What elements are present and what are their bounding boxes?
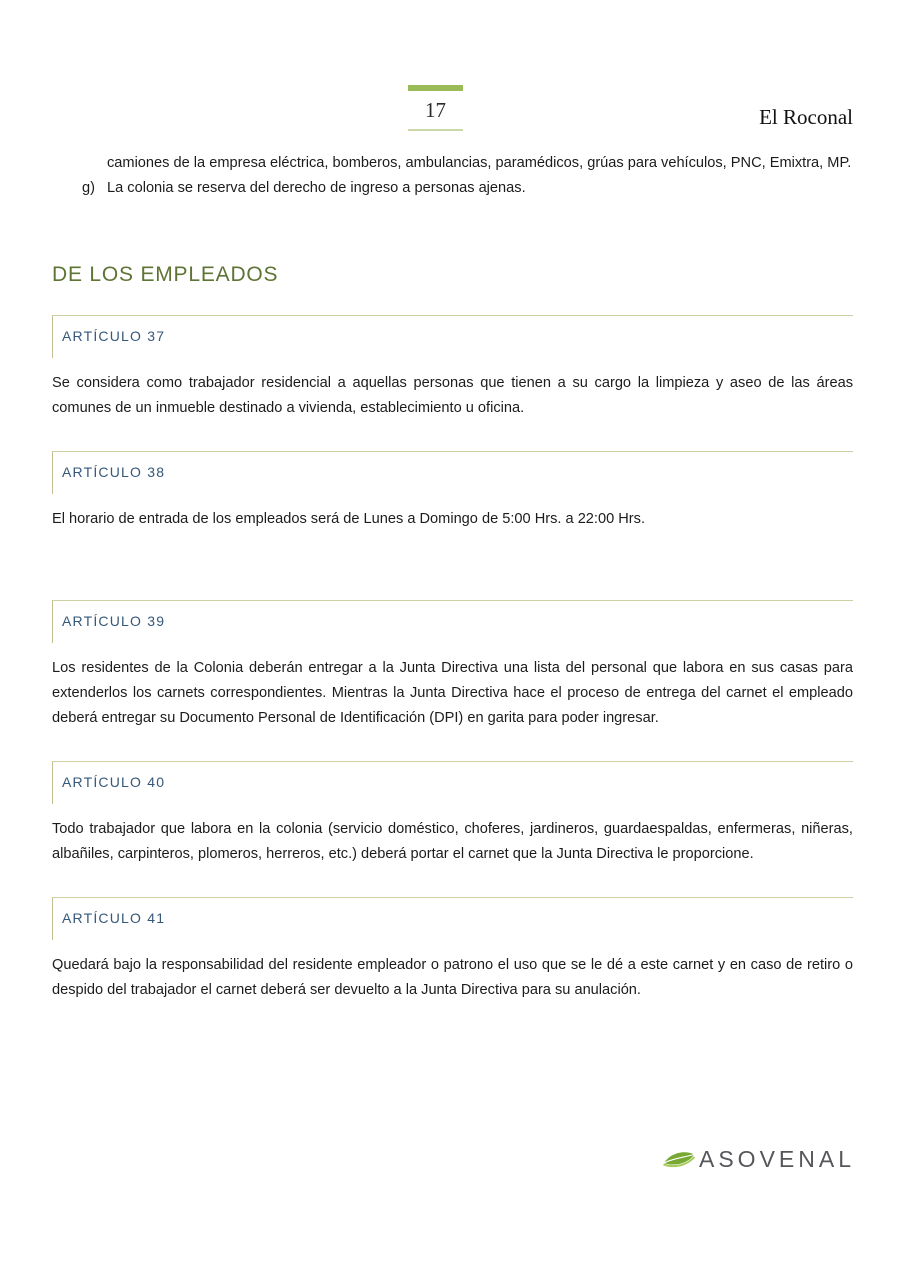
list-item-text: La colonia se reserva del derecho de ingreso a personas ajenas. [107, 180, 526, 196]
article-heading: ARTÍCULO 40 [52, 761, 853, 804]
list-continuation-text: camiones de la empresa eléctrica, bomberos, ambulancias, paramédicos, grúas para vehículos, PNC, Emixtra, MP. [107, 155, 852, 171]
article-heading: ARTÍCULO 37 [52, 315, 853, 358]
article-heading: ARTÍCULO 39 [52, 600, 853, 643]
article-body: Quedará bajo la responsabilidad del residente empleador o patrono el uso que se le dé a este carnet y en caso de retiro o despido del trabajador el carnet deberá ser devuelto a la Junta Directiva para su anulación. [52, 957, 853, 998]
article-block [52, 897, 853, 1003]
articles-list [52, 315, 853, 1003]
asovenal-logo [662, 1146, 855, 1173]
list-item-g [52, 176, 853, 201]
page-content [52, 0, 853, 1003]
article-body: Se considera como trabajador residencial a aquellas personas que tienen a su cargo la limpieza y aseo de las áreas comunes de un inmueble destinado a vivienda, establecimiento u oficina. [52, 375, 853, 416]
article-heading: ARTÍCULO 38 [52, 451, 853, 494]
article-block [52, 600, 853, 731]
article-body: El horario de entrada de los empleados será de Lunes a Domingo de 5:00 Hrs. a 22:00 Hrs. [52, 511, 646, 527]
section-title: DE LOS EMPLEADOS [52, 263, 279, 286]
article-block [52, 761, 853, 867]
article-block [52, 451, 853, 532]
list-item-marker: g) [82, 180, 95, 196]
article-body: Los residentes de la Colonia deberán entregar a la Junta Directiva una lista del personal que labora en sus casas para extenderlos los carnets correspondientes. Mientras la Junta Directiva hace el proceso de entrega del carnet el empleado deberá entregar su Documento Personal de Identificación (DPI) en garita para poder ingresar. [52, 660, 853, 726]
page-number: 17 [425, 98, 446, 122]
article-block [52, 315, 853, 421]
document-title: El Roconal [759, 105, 853, 129]
article-heading: ARTÍCULO 41 [52, 897, 853, 940]
article-body: Todo trabajador que labora en la colonia (servicio doméstico, choferes, jardineros, guardaespaldas, enfermeras, niñeras, albañiles, carpinteros, plomeros, herreros, etc.) deberá portar el carnet que la Junta Directiva le proporcione. [52, 821, 853, 862]
leaf-icon [662, 1148, 696, 1172]
logo-text: ASOVENAL [699, 1146, 855, 1172]
